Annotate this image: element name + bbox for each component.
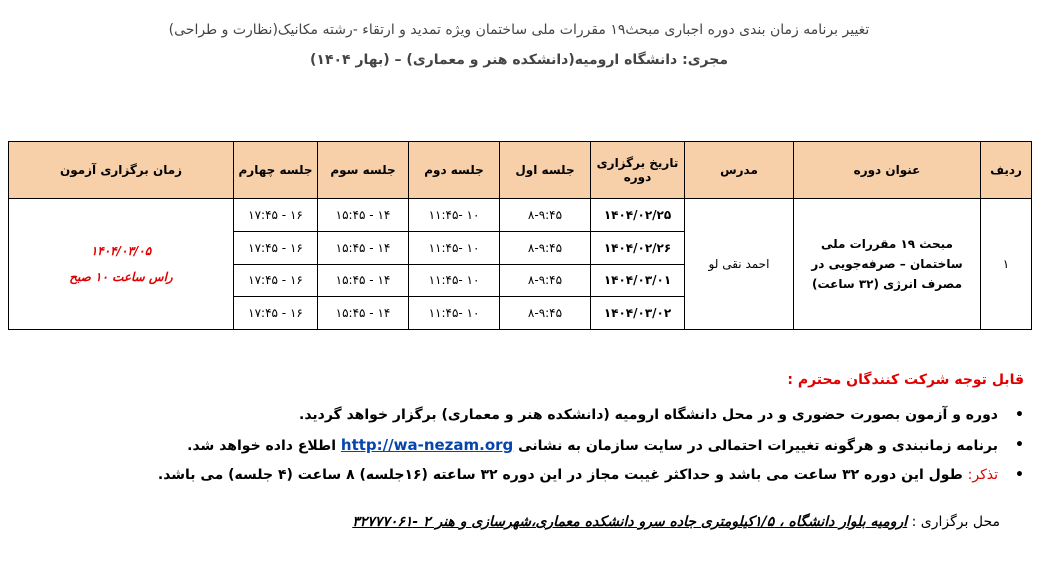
document-subtitle: مجری: دانشگاه ارومیه(دانشکده هنر و معماری) – (بهار ۱۴۰۴) [310, 52, 728, 68]
session-2-time: ۱۰ -۱۱:۴۵ [409, 264, 500, 297]
session-2-time: ۱۰ -۱۱:۴۵ [409, 297, 500, 330]
schedule-table [8, 141, 1032, 330]
document-title: تغییر برنامه زمان بندی دوره اجباری مبحث۱۹ مقررات ملی ساختمان ویژه تمدید و ارتقاء -رشته مکانیک(نظارت و طراحی) [168, 22, 870, 38]
session-3-time: ۱۴ - ۱۵:۴۵ [318, 297, 409, 330]
notice-list [24, 400, 1024, 490]
session-4-time: ۱۶ - ۱۷:۴۵ [234, 297, 318, 330]
course-title: مبحث ۱۹ مقررات ملی ساختمان – صرفه‌جویی در مصرف انرژی (۳۲ ساعت) [794, 199, 981, 330]
header-exam: زمان برگزاری آزمون [9, 142, 234, 199]
header-course: عنوان دوره [794, 142, 981, 199]
notice-item-text: طول این دوره ۳۲ ساعت می باشد و حداکثر غیبت مجاز در این دوره ۳۲ ساعته (۱۶جلسه) ۸ ساعت (۴ جلسه) می باشد. [157, 467, 963, 483]
header-session-1: جلسه اول [500, 142, 591, 199]
session-3-time: ۱۴ - ۱۵:۴۵ [318, 199, 409, 232]
session-1-time: ۸-۹:۴۵ [500, 297, 591, 330]
list-item [24, 400, 1024, 430]
session-2-time: ۱۰ -۱۱:۴۵ [409, 199, 500, 232]
session-4-time: ۱۶ - ۱۷:۴۵ [234, 231, 318, 264]
session-date: ۱۴۰۴/۰۳/۰۲ [591, 297, 685, 330]
reminder-label: تذکر: [967, 467, 998, 483]
venue-line [352, 514, 1000, 530]
session-date: ۱۴۰۴/۰۳/۰۱ [591, 264, 685, 297]
exam-cell [9, 199, 234, 330]
notice-item-text: اطلاع داده خواهد شد. [187, 438, 337, 454]
exam-date: ۱۴۰۴/۰۳/۰۵ [90, 244, 152, 258]
notice-item-text: برنامه زمانبندی و هرگونه تغییرات احتمالی در سایت سازمان به نشانی [518, 438, 998, 454]
header-row-no: ردیف [981, 142, 1032, 199]
venue-label: محل برگزاری : [911, 514, 1000, 530]
session-1-time: ۸-۹:۴۵ [500, 199, 591, 232]
session-date: ۱۴۰۴/۰۲/۲۵ [591, 199, 685, 232]
header-teacher: مدرس [685, 142, 794, 199]
session-3-time: ۱۴ - ۱۵:۴۵ [318, 264, 409, 297]
header-session-3: جلسه سوم [318, 142, 409, 199]
header-session-4: جلسه چهارم [234, 142, 318, 199]
website-link[interactable]: http://wa-nezam.org [340, 436, 514, 454]
teacher-name: احمد نقی لو [685, 199, 794, 330]
session-4-time: ۱۶ - ۱۷:۴۵ [234, 199, 318, 232]
session-date: ۱۴۰۴/۰۲/۲۶ [591, 231, 685, 264]
bullet-icon: • [1015, 407, 1024, 423]
venue-address: ارومیه بلوار دانشگاه ، ۱/۵کیلومتری جاده سرو دانشکده معماری،شهرسازی و هنر ۲ -۳۲۷۷۷۰۶۱ [352, 514, 908, 530]
exam-time: راس ساعت ۱۰ صبح [69, 270, 173, 284]
bullet-icon: • [1015, 467, 1024, 483]
table-header-row [9, 142, 1032, 199]
header-session-2: جلسه دوم [409, 142, 500, 199]
notice-heading: قابل توجه شرکت کنندگان محترم : [787, 372, 1024, 388]
notice-item-text: دوره و آزمون بصورت حضوری و در محل دانشگاه ارومیه (دانشکده هنر و معماری) برگزار خواهد گردید. [299, 407, 998, 423]
row-number: ۱ [981, 199, 1032, 330]
session-2-time: ۱۰ -۱۱:۴۵ [409, 231, 500, 264]
session-1-time: ۸-۹:۴۵ [500, 231, 591, 264]
bullet-icon: • [1015, 437, 1024, 453]
session-3-time: ۱۴ - ۱۵:۴۵ [318, 231, 409, 264]
table-row [9, 199, 1032, 232]
header-date: تاریخ برگزاری دوره [591, 142, 685, 199]
list-item [24, 430, 1024, 460]
session-1-time: ۸-۹:۴۵ [500, 264, 591, 297]
session-4-time: ۱۶ - ۱۷:۴۵ [234, 264, 318, 297]
list-item [24, 460, 1024, 490]
